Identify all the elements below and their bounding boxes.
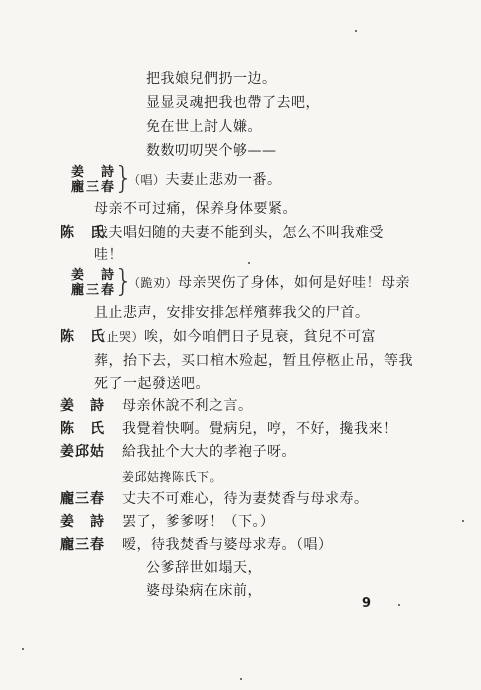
dialogue-line: 母亲不可过痛，保养身体要紧。 — [94, 201, 297, 217]
dialogue-line: 嗳，待我焚香与婆母求寿。（唱） — [122, 537, 333, 553]
speaker-jiang-shi: 姜 詩 — [60, 398, 105, 414]
dialogue-line: 死了一起發送吧。 — [94, 376, 210, 392]
brace-mark: } — [114, 161, 134, 196]
verse-line: 免在世上討人嫌。 — [146, 119, 262, 135]
speaker-pair — [60, 165, 116, 195]
dialogue-text: 唉，如今咱們日子見衰，貧兒不可富 — [144, 329, 377, 345]
scan-speck — [22, 648, 24, 650]
speaker-pang-sanchun: 龐三春 — [60, 491, 105, 507]
verse-line: 婆母染病在床前， — [146, 583, 262, 599]
dialogue-line: 母亲休說不利之言。 — [122, 398, 253, 414]
speaker-chen-shi: 陈 氏 — [60, 225, 105, 241]
speaker-jiang-qiugu: 姜邱姑 — [60, 444, 105, 460]
stage-direction: （跪劝） — [128, 276, 179, 290]
brace-mark: } — [114, 264, 134, 299]
scan-speck — [240, 678, 242, 680]
speaker-pang-sanchun: 龐三春 — [70, 180, 116, 195]
speaker-chen-shi: 陈 氏 — [60, 329, 105, 345]
scan-speck — [398, 604, 400, 606]
speaker-pair — [60, 268, 116, 298]
dialogue-line: 給我扯个大大的孝袍子呀。 — [122, 444, 296, 460]
stage-direction: 姜邱姑搀陈氏下。 — [122, 470, 223, 484]
dialogue-line — [128, 171, 282, 189]
verse-line: 数数叨叨哭个够—— — [146, 143, 277, 159]
stage-direction: （止哭） — [94, 330, 145, 344]
dialogue-line — [128, 274, 410, 292]
dialogue-text: 母亲哭伤了身体，如何是好哇！母亲 — [178, 275, 411, 291]
verse-line: 显显灵魂把我也帶了去吧， — [146, 95, 320, 111]
dialogue-line: 葬，抬下去，买口棺木殓起，暂且停柩止吊，等我 — [94, 353, 413, 369]
scan-speck — [248, 262, 250, 264]
speaker-chen-shi: 陈 氏 — [60, 421, 105, 437]
speaker-pang-sanchun: 龐三春 — [60, 537, 105, 553]
verse-line: 把我娘兒們扔一边。 — [146, 71, 277, 87]
scan-speck — [355, 30, 357, 32]
dialogue-line: 哇！ — [94, 247, 123, 263]
stage-direction: （唱） — [128, 173, 166, 187]
speaker-jiang-shi: 姜 詩 — [70, 165, 116, 180]
speaker-jiang-shi: 姜 詩 — [70, 268, 116, 283]
dialogue-line: 且止悲声，安排安排怎样殯葬我父的尸首。 — [94, 305, 370, 321]
speaker-jiang-shi: 姜 詩 — [60, 514, 105, 530]
page-number: 9 — [362, 596, 372, 611]
verse-line: 公爹辞世如塌天， — [146, 560, 262, 576]
dialogue-line: 我覺着快啊。覺病兒，哼，不好，攙我来！ — [122, 421, 398, 437]
speaker-pang-sanchun: 龐三春 — [70, 283, 116, 298]
dialogue-line — [94, 328, 376, 346]
scan-speck — [462, 520, 464, 522]
dialogue-text: 夫妻止悲劝一番。 — [165, 172, 282, 188]
dialogue-line: 罢了，爹爹呀！（下。） — [122, 514, 275, 530]
dialogue-line: 我夫唱妇随的夫妻不能到头，怎么不叫我难受 — [94, 225, 384, 241]
dialogue-line: 丈夫不可难心，待为妻焚香与母求寿。 — [122, 491, 369, 507]
